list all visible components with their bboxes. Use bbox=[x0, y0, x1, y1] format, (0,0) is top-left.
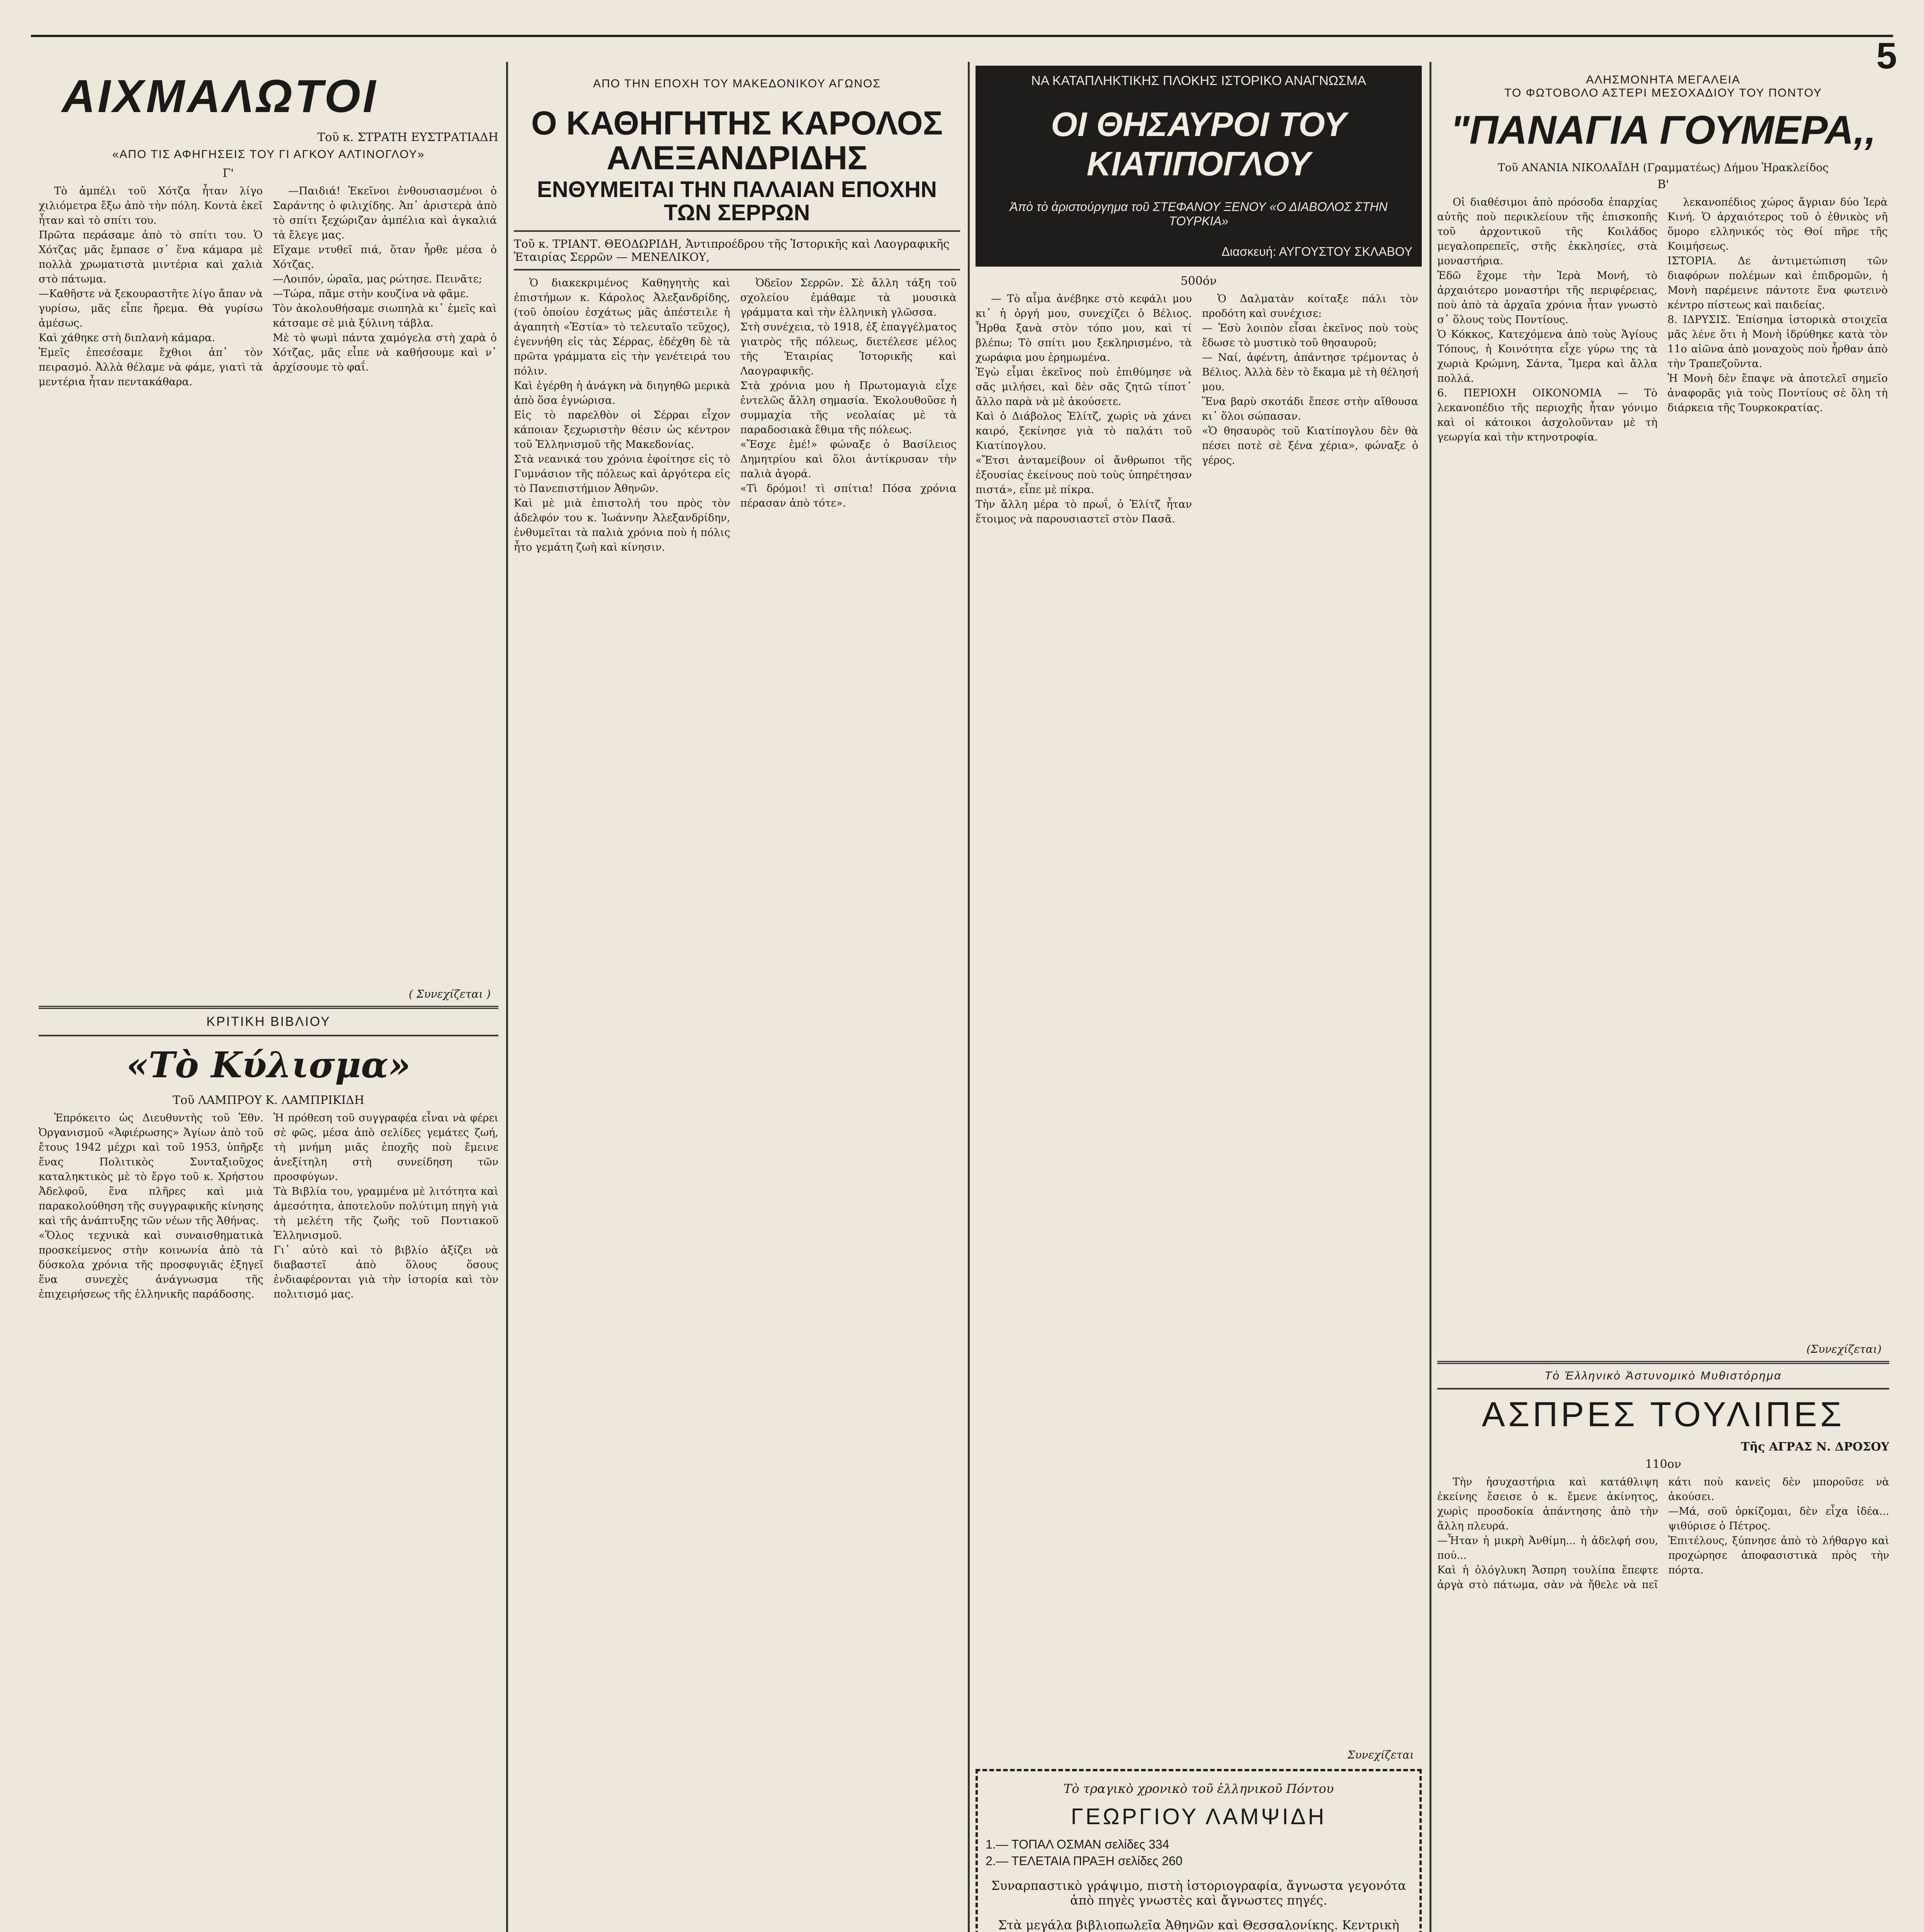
book-ad-item: 1.— ΤΟΠΑΛ ΟΣΜΑΝ σελίδες 334 bbox=[986, 1837, 1169, 1851]
serial-columns bbox=[976, 292, 1422, 1745]
serial-label: Τὸ Ἑλληνικὸ Ἀστυνομικὸ Μυθιστόρημα bbox=[1544, 1369, 1782, 1382]
review-body: Ἐπρόκειτο ὡς Διευθυντὴς τοῦ Ἐθν. Ὀργανισμοῦ «Ἀφιέρωσης» Ἁγίων ἀπὸ τοῦ ἔτους 1942 μέχρι καὶ τοῦ 1953, ὑπῆρξε ἕνας Πολιτικὸς Συνταξιοῦχος καταληκτικὸς μὲ τὸ ἔργο τοῦ κ. Χρήστου Ἀδελφοῦ, ἕνα πλῆρες καὶ μιὰ παρακολούθηση τῆς συγγραφικῆς κίνησης καὶ τῆς ἀνάπτυξης τῶν νέων τῆς Ἀθήνας. «Ὅλος τεχνικὰ καὶ συναισθηματικὰ προσκείμενος στὴν κοινωνία ἀπὸ τὰ δύσκολα χρόνια τῆς προσφυγιᾶς ἐξηγεῖ ἕνα συνεχὲς ἀνάγνωσμα τῆς ἐπιχειρήσεως τῆς ἑλληνικῆς παράδοσης. Ἡ πρόθεση τοῦ συγγραφέα εἶναι νὰ φέρει σὲ φῶς, μέσα ἀπὸ σελίδες γεμάτες ζωή, τὴ μνήμη μιᾶς ἐποχῆς ποὺ ἔμεινε ἀνεξίτηλη στὴ συνείδηση τῶν προσφύγων. Τὰ Βιβλία του, γραμμένα μὲ λιτότητα καὶ ἀμεσότητα, ἀποτελοῦν πολύτιμη πηγὴ γιὰ τὴ μελέτη τῆς ζωῆς τοῦ Ποντιακοῦ Ἑλληνισμοῦ. Γι᾿ αὐτὸ καὶ τὸ βιβλίο ἀξίζει νὰ διαβαστεῖ ἀπὸ ὅλους ὅσους ἐνδιαφέρονται γιὰ τὴν ἱστορία καὶ τὸν πολιτισμό μας. bbox=[39, 1112, 498, 1300]
review-section-label: ΚΡΙΤΙΚΗ ΒΙΒΛΙΟΥ bbox=[206, 1014, 331, 1029]
section-number: Γ' bbox=[223, 167, 234, 180]
column-divider bbox=[968, 62, 970, 1932]
article-kicker: ΑΛΗΣΜΟΝΗΤΑ ΜΕΓΑΛΕΙΑ bbox=[1586, 73, 1740, 86]
column-aichmalotoi bbox=[39, 66, 498, 1932]
divider bbox=[39, 1006, 498, 1009]
divider bbox=[39, 1035, 498, 1036]
article-columns bbox=[1437, 195, 1889, 1339]
article-byline: Τοῦ κ. ΣΤΡΑΤΗ ΕΥΣΤΡΑΤΙΑΔΗ bbox=[317, 131, 498, 144]
serial-adaptation: Διασκευή: ΑΥΓΟΥΣΤΟΥ ΣΚΛΑΒΟΥ bbox=[1221, 245, 1412, 259]
article-kicker: ΑΠΟ ΤΗΝ ΕΠΟΧΗ ΤΟΥ ΜΑΚΕΔΟΝΙΚΟΥ ΑΓΩΝΟΣ bbox=[593, 77, 881, 90]
article-body: Ὀδεῖον Σερρῶν. Σὲ ἄλλη τάξη τοῦ σχολείου ἐμάθαμε τὰ μουσικὰ γράμματα καὶ τὴν ἑλληνικὴ γλῶσσα. Στὴ συνέχεια, τὸ 1918, ἐξ ἐπαγγέλματος γιατρὸς τῆς πόλεως, διετέλεσε μέλος τῆς Ἑταιρίας Ἱστορικῆς καὶ Λαογραφικῆς. Στὰ χρόνια μου ἡ Πρωτομαγιὰ εἶχε ἐντελῶς ἄλλη σημασία. Ἐκολουθοῦσε ἡ συμμαχία τῆς νεολαίας μὲ τὰ παραδοσιακὰ ἔθιμα τῆς πόλεως. «Ἔσχε ἐμέ!» φώναξε ὁ Βασίλειος Δημητρίου καὶ ὅλοι ἀντίκρυσαν τὴν παλιὰ ἀγορά. «Τὶ δρόμοι! τὶ σπίτια! Πόσα χρόνια πέρασαν ἀπὸ τότε». bbox=[740, 277, 957, 510]
top-rule bbox=[31, 35, 1893, 37]
serial-body: Ὁ Δαλματὰν κοίταξε πάλι τὸν προδότη καὶ συνέχισε: — Ἐσὺ λοιπὸν εἶσαι ἐκεῖνος ποὺ τοὺς ἔδωσε τὸ μυστικὸ τοῦ θησαυροῦ; — Ναί, ἀφέντη, ἀπάντησε τρέμοντας ὁ Βέλιος. Ἀλλὰ δὲν τὸ ἔκαμα μὲ τὴ θέλησή μου. Ἕνα βαρὺ σκοτάδι ἔπεσε στὴν αἴθουσα κι᾿ ὅλοι σώπασαν. «Ὁ θησαυρὸς τοῦ Κιατίπογλου δὲν θὰ πέσει ποτὲ σὲ ξένα χέρια», φώναξε ὁ γέρος. bbox=[1202, 293, 1418, 466]
article-title: ΑΙΧΜΑΛΩΤΟΙ bbox=[62, 70, 378, 122]
article-body: Ὁ διακεκριμένος Καθηγητὴς καὶ ἐπιστήμων κ. Κάρολος Ἀλεξανδρίδης, (τοῦ ὁποίου ἐσχάτως μᾶς ἀπέστειλε ἡ ἀγαπητὴ «Ἑστία» τὸ τελευταῖο τεῦχος), ἐγεννήθη εἰς τὰς Σέρρας, ἐδέχθη δὲ τὰ πρῶτα γράμματα εἰς τὴν γενέτειρά του πόλιν. Καὶ ἐγέρθη ἡ ἀνάγκη νὰ διηγηθῶ μερικὰ ἀπὸ ὅσα ἐγνώρισα. Εἰς τὸ παρελθὸν οἱ Σέρραι εἶχον κάποιαν ξεχωριστὴν θέσιν ὡς κέντρον τοῦ Ἑλληνισμοῦ τῆς Μακεδονίας. Στὰ νεανικά του χρόνια ἐφοίτησε εἰς τὸ Γυμνάσιον τῆς πόλεως καὶ ἀργότερα εἰς τὸ Πανεπιστήμιον Ἀθηνῶν. Καὶ μὲ μιὰ ἐπιστολή του πρὸς τὸν ἀδελφόν του κ. Ἰωάννην Ἀλεξανδρίδην, ἐνθυμεῖται τὰ παλιὰ χρόνια ποὺ ἡ πόλις ἦτο γεμάτη ζωὴ καὶ κίνησιν. bbox=[514, 277, 730, 554]
serial-title: ΑΣΠΡΕΣ ΤΟΥΛΙΠΕΣ bbox=[1482, 1395, 1845, 1434]
book-ad-item: 2.— ΤΕΛΕΤΑΙΑ ΠΡΑΞΗ σελίδες 260 bbox=[986, 1854, 1183, 1868]
review-byline: Τοῦ ΛΑΜΠΡΟΥ Κ. ΛΑΜΠΡΙΚΙΔΗ bbox=[173, 1094, 364, 1107]
divider bbox=[514, 230, 960, 232]
article-byline: Τοῦ κ. ΤΡΙΑΝΤ. ΘΕΟΔΩΡΙΔΗ, Ἀντιπροέδρου τῆς Ἱστορικῆς καὶ Λαογραφικῆς Ἑταιρίας Σερρῶν — ΜΕΝΕΛΙΚΟΥ, bbox=[514, 237, 950, 264]
article-body: λεκανοπέδιος χώρος ἄγριαν δύο Ἱερὰ Κινή. Ὁ ἀρχαιότερος τοῦ ὁ ἐθνικὸς νῆ ὅμορο ελληνικός τὸς Θοί πῆρε τῆς Κοιμήσεως. ΙΣΤΟΡΙΑ. Δε ἀντιμετώπιση τῶν διαφόρων πολέμων καὶ ἐπιδρομῶν, ἡ Μονὴ παρέμεινε πάντοτε ἕνα φωτεινὸ κέντρο πίστεως καὶ παιδείας. 8. ΙΔΡΥΣΙΣ. Ἐπίσημα ἱστορικὰ στοιχεῖα μᾶς λένε ὅτι ἡ Μονὴ ἱδρύθηκε κατὰ τὸν 11ο αἰῶνα ἀπὸ μοναχοὺς ποὺ ἦρθαν ἀπὸ τὴν Τραπεζοῦντα. Ἡ Μονὴ δὲν ἔπαψε νὰ ἀποτελεῖ σημεῖο ἀναφορᾶς γιὰ τοὺς Ποντίους σὲ ὅλη τὴ διάρκεια τῆς Τουρκοκρατίας. bbox=[1667, 196, 1888, 414]
episode-number: 500όν bbox=[1180, 274, 1217, 288]
section-number: Β' bbox=[1657, 178, 1669, 191]
continued-note: Συνεχίζεται bbox=[1347, 1748, 1414, 1761]
article-headline: "ΠΑΝΑΓΙΑ ΓΟΥΜΕΡΑ,, bbox=[1450, 108, 1876, 153]
book-ad-description: Συναρπαστικὸ γράψιμο, πιστὴ ἱστοριογραφία, ἄγνωστα γεγονότα ἀπὸ πηγὲς γνωστὲς καὶ ἄγνωστες πηγές. bbox=[991, 1878, 1406, 1908]
serial-headline: ΟΙ ΘΗΣΑΥΡΟΙ ΤΟΥ ΚΙΑΤΙΠΟΓΛΟΥ bbox=[1051, 105, 1346, 183]
divider bbox=[1437, 1388, 1889, 1389]
divider bbox=[1437, 1361, 1889, 1364]
serial-episode: 110ον bbox=[1645, 1458, 1681, 1471]
serial-subhead: Ἀπὸ τὸ ἀριστούργημα τοῦ ΣΤΕΦΑΝΟΥ ΞΕΝΟΥ «Ο ΔΙΑΒΟΛΟΣ ΣΤΗΝ ΤΟΥΡΚΙΑ» bbox=[1010, 200, 1388, 228]
article-byline: Τοῦ ΑΝΑΝΙΑ ΝΙΚΟΛΑΪΔΗ (Γραμματέως) Δήμου Ἡρακλείδος bbox=[1497, 161, 1829, 174]
divider bbox=[514, 269, 960, 270]
book-ad-title: Τὸ τραγικὸ χρονικὸ τοῦ ἑλληνικοῦ Πόντου bbox=[1063, 1781, 1334, 1796]
column-karolos bbox=[514, 66, 960, 1932]
column-thisauroi bbox=[976, 66, 1422, 1932]
column-panagia-goumera bbox=[1437, 66, 1889, 1932]
article-columns bbox=[39, 184, 498, 984]
article-kicker: ΤΟ ΦΩΤΟΒΟΛΟ ΑΣΤΕΡΙ ΜΕΣΟΧΑΔΙΟΥ ΤΟΥ ΠΟΝΤΟΥ bbox=[1504, 87, 1822, 99]
continued-note: (Συνεχίζεται) bbox=[1806, 1343, 1882, 1355]
article-headline: Ο ΚΑΘΗΓΗΤΗΣ ΚΑΡΟΛΟΣ ΑΛΕΞΑΝΔΡΙΔΗΣ bbox=[531, 105, 943, 177]
article-right-column bbox=[740, 276, 957, 1932]
article-body: Τὸ ἀμπέλι τοῦ Χότζα ἦταν λίγο χιλιόμετρα ἔξω ἀπὸ τὴν πόλη. Κοντὰ ἐκεῖ ἦταν καὶ τὸ σπίτι του. Πρῶτα περάσαμε ἀπὸ τὸ σπίτι του. Ὁ Χότζας μᾶς ἔμπασε σ᾿ ἕνα κάμαρα μὲ πολλὰ χρωματιστὰ μιντέρια καὶ χαλιὰ στὸ πάτωμα. —Καθῆστε νὰ ξεκουραστῆτε λίγο ἄπαν νὰ γυρίσω, μᾶς εἶπε ἤρεμα. Θὰ γυρίσω ἀμέσως. Καὶ χάθηκε στὴ διπλανὴ κάμαρα. Ἐμεῖς ἐπεσέσαμε ἔχθιοι ἀπ᾿ τὸν πειρασμό. Ἀλλὰ θέλαμε νὰ φάμε, γιατὶ τὰ μεντέρια ἦταν πεντακάθαρα. bbox=[39, 185, 263, 388]
article-subtitle: «ΑΠΟ ΤΙΣ ΑΦΗΓΗΣΕΙΣ ΤΟΥ ΓΙ ΑΓΚΟΥ ΑΛΤΙΝΟΓΛΟΥ» bbox=[112, 148, 425, 161]
article-body: Οἱ διαθέσιμοι ἀπὸ πρόσοδα ἐπαρχίας αὐτῆς ποὺ περικλείουν τῆς ἐπισκοπῆς τοῦ ἀρχοντικοῦ τῆς Κοιλάδος μεγαλοπρεπεῖς, στῆς ἐκκλησίες, στὰ μοναστήρια. Ἐδῶ ἔχομε τὴν Ἱερὰ Μονή, τὸ ἀρχαιότερο μοναστήρι τῆς περιφέρειας, ποὺ ἀπὸ τὰ ἀρχαῖα χρόνια ἦταν γνωστὸ σ᾿ ὅλους τοὺς Ποντίους. Ὁ Κόκκος, Κατεχόμενα ἀπὸ τοὺς Ἁγίους Τόπους, ἡ Κοινότητα εἶχε γύρω της τὰ χωριὰ Κρώμνη, Σάντα, Ἴμερα καὶ ἄλλα πολλά. 6. ΠΕΡΙΟΧΗ ΟΙΚΟΝΟΜΙΑ — Τὸ λεκανοπέδιο τῆς περιοχῆς ἦταν γόνιμο καὶ οἱ κάτοικοι ἀσχολοῦνταν μὲ τὴ γεωργία καὶ τὴν κτηνοτροφία. bbox=[1437, 196, 1657, 443]
book-ad-author: ΓΕΩΡΓΙΟΥ ΛΑΜΨΙΔΗ bbox=[1071, 1804, 1327, 1829]
serial-header-box bbox=[976, 66, 1422, 267]
article-body: —Παιδιά! Ἐκεῖνοι ἐνθουσιασμένοι ὁ Σαράντης ὁ φιλιχίδης. Ἀπ᾿ ἀριστερὰ ἀπὸ τὸ σπίτι ξεχώριζαν ἀμπέλια καὶ ἀγκαλιά τὰ ἔλεγε μας. Εἴχαμε ντυθεῖ πιά, ὅταν ἦρθε μέσα ὁ Χότζας. —Λοιπόν, ὡραῖα, μας ρώτησε. Πεινᾶτε; —Τώρα, πᾶμε στὴν κουζίνα νὰ φᾶμε. Τὸν ἀκολουθήσαμε σιωπηλὰ κι᾿ ἐμεῖς καὶ κάτσαμε σὲ μιὰ ξύλινη τάβλα. Μὲ τὸ ψωμὶ πάντα χαμόγελα στὴ χαρὰ ὁ Χότζας, μᾶς εἶπε νὰ καθήσουμε καὶ ν᾿ ἀρχίσουμε τὸ φαΐ. bbox=[273, 185, 497, 373]
serial-body: Τὴν ἡσυχαστήρια καὶ κατάθλιψη ἐκείνης ἔσεισε ὁ κ. ἔμενε ἀκίνητος, χωρὶς προσδοκία ἀπάντησης ἀπὸ τὴν ἄλλη πλευρά. —Ἦταν ἡ μικρὴ Ἀνθίμη... ἡ ἀδελφή σου, πού... Καὶ ἡ ὁλόγλυκη Ἄσπρη τουλίπα ἔπεφτε ἀργὰ στὸ πάτωμα, σὰν νὰ ἤθελε νὰ πεῖ κάτι ποὺ κανεὶς δὲν μποροῦσε νὰ ἀκούσει. —Μά, σοῦ ὁρκίζομαι, δὲν εἶχα ἰδέα... ψιθύρισε ὁ Πέτρος. Ἐπιτέλους, ξύπνησε ἀπὸ τὸ λήθαργο καὶ προχώρησε ἀποφασιστικὰ πρὸς τὴν πόρτα. bbox=[1437, 1476, 1889, 1591]
column-divider bbox=[506, 62, 508, 1932]
serial-body: — Τὸ αἷμα ἀνέβηκε στὸ κεφάλι μου κι᾿ ἡ ὀργή μου, συνεχίζει ὁ Βέλιος. Ἦρθα ξανὰ στὸν τόπο μου, καὶ τί βλέπω; Τὸ σπίτι μου ξεκληρισμένο, τὰ χωράφια μου ἐρημωμένα. Ἐγὼ εἶμαι ἐκεῖνος ποὺ ἐπιθύμησε νὰ σᾶς μιλήσει, καὶ δὲν σᾶς ζητῶ τίποτ᾿ ἄλλο παρὰ νὰ μὲ ἀκούσετε. Καὶ ὁ Διάβολος Ἐλίτζ, χωρὶς νὰ χάνει καιρό, ξεκίνησε γιὰ τὸ παλάτι τοῦ Κιατίπογλου. «Ἔτσι ἀνταμείβουν οἱ ἄνθρωποι τῆς ἐξουσίας ἐκείνους ποὺ τοὺς ὑπηρέτησαν πιστά», εἶπε μὲ πίκρα. Τὴν ἄλλη μέρα τὸ πρωΐ, ὁ Ἐλίτζ ἦταν ἕτοιμος νὰ παρουσιαστεῖ στὸν Πασᾶ. bbox=[976, 293, 1192, 525]
serial-author: Τῆς ΑΓΡΑΣ Ν. ΔΡΟΣΟΥ bbox=[1741, 1440, 1889, 1454]
serial-kicker: ΝΑ ΚΑΤΑΠΛΗΚΤΙΚΗΣ ΠΛΟΚΗΣ ΙΣΤΟΡΙΚΟ ΑΝΑΓΝΩΣΜΑ bbox=[1031, 73, 1367, 88]
article-columns bbox=[514, 276, 960, 1932]
continued-note: ( Συνεχίζεται ) bbox=[408, 988, 491, 1000]
review-title: «Τὸ Κύλισμα» bbox=[126, 1044, 411, 1086]
page-number: 5 bbox=[1876, 35, 1897, 77]
column-divider bbox=[1429, 62, 1431, 1932]
book-ad-box bbox=[976, 1769, 1422, 1932]
article-subhead: ΕΝΘΥΜΕΙΤΑΙ ΤΗΝ ΠΑΛΑΙΑΝ ΕΠΟΧΗΝ ΤΩΝ ΣΕΡΡΩΝ bbox=[537, 177, 937, 226]
book-ad-availability: Στὰ μεγάλα βιβλιοπωλεῖα Ἀθηνῶν καὶ Θεσσαλονίκης. Κεντρικὴ bbox=[998, 1918, 1399, 1932]
